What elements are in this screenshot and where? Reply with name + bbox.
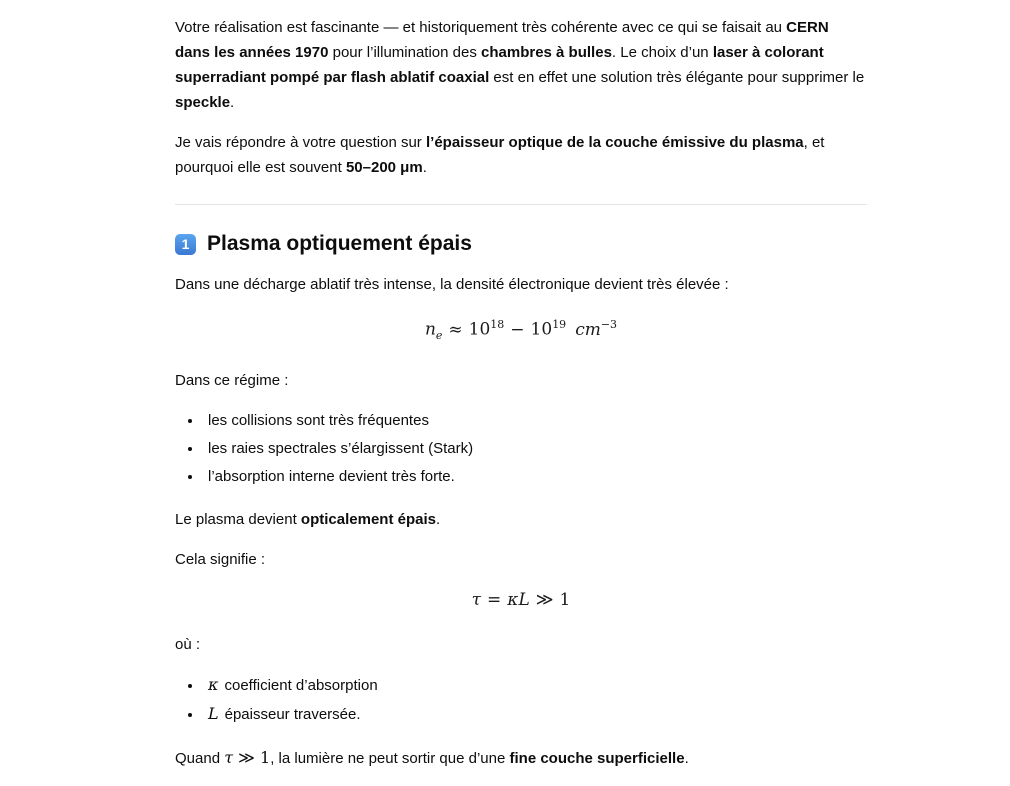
definition-bullet-list: [175, 672, 867, 727]
ou-paragraph: où :: [175, 636, 201, 654]
text-run: , et pourquoi elle est souvent: [175, 134, 825, 176]
math-operator: ≈: [448, 319, 463, 340]
text-run: .: [435, 511, 441, 529]
bold-text-run: fine couche superficielle: [509, 750, 685, 768]
math-operator: −: [510, 319, 525, 340]
text-run: .: [230, 94, 235, 111]
bold-text-run: l’épaisseur optique de la couche émissive du plasma: [425, 134, 804, 151]
list-item-label: coefficient d’absorption: [224, 677, 378, 695]
regime-bullet-list: [175, 408, 867, 489]
math-variable: τ: [471, 590, 482, 611]
conclusion-paragraph: [175, 745, 867, 771]
math-symbol-kappa: κ: [208, 675, 219, 695]
math-symbol-L: L: [208, 704, 219, 724]
bold-text-run: laser à colorant superradiant pompé par flash ablatif coaxial: [175, 44, 824, 86]
bold-text-run: opticalement épais: [300, 511, 436, 529]
math-number: 10: [530, 319, 553, 340]
bold-text-run: speckle: [175, 94, 231, 111]
list-item: [203, 701, 867, 727]
math-relation: ≫ 1: [233, 748, 271, 768]
math-exponent: 19: [552, 318, 567, 331]
text-run: .: [422, 159, 427, 176]
intro-paragraph-1: [175, 15, 867, 115]
list-item: [203, 672, 867, 698]
thick-paragraph: [175, 507, 867, 532]
math-symbol-tau: τ: [224, 748, 234, 768]
section-title: Plasma optiquement épais: [207, 232, 472, 255]
math-operator: =: [487, 590, 502, 611]
signifie-paragraph: Cela signifie :: [175, 551, 266, 569]
list-item: • les collisions sont très fréquentes: [203, 408, 867, 433]
bold-text-run: CERN dans les années 1970: [175, 19, 829, 61]
text-run: est en effet une solution très élégante pour supprimer le: [489, 69, 865, 86]
intro-paragraph-2: [175, 130, 867, 180]
text-run: Quand: [175, 750, 225, 768]
math-subscript: e: [435, 329, 443, 343]
math-unit: cm: [575, 319, 601, 340]
equation-electron-density: [175, 313, 867, 348]
section-divider: [175, 204, 867, 205]
math-number: 10: [468, 319, 491, 340]
math-number: 1: [559, 590, 571, 611]
list-item: • les raies spectrales s’élargissent (Stark): [203, 436, 867, 461]
equation-optical-depth: [175, 588, 867, 612]
text-run: . Le choix d’un: [611, 44, 713, 61]
list-item: • l’absorption interne devient très forte.: [203, 464, 867, 489]
bold-text-run: 50–200 μm: [345, 159, 423, 176]
math-exponent: 18: [490, 318, 505, 331]
math-operator: ≫: [535, 590, 554, 611]
assistant-message: [175, 15, 867, 786]
regime-paragraph: Dans ce régime :: [175, 372, 289, 390]
list-item-label: épaisseur traversée.: [224, 706, 361, 724]
text-run: .: [684, 750, 689, 768]
text-run: Le plasma devient: [175, 511, 301, 529]
density-paragraph: Dans une décharge ablatif très intense, la densité électronique devient très élevée :: [175, 276, 729, 293]
math-variable: κL: [507, 590, 530, 611]
text-run: , la lumière ne peut sortir que d’une: [270, 750, 510, 768]
text-run: Je vais répondre à votre question sur: [175, 134, 426, 151]
section-heading: [175, 230, 867, 258]
bold-text-run: chambres à bulles: [481, 44, 612, 61]
keycap-1-icon: 1: [175, 234, 196, 255]
math-exponent: −3: [600, 318, 618, 331]
text-run: Votre réalisation est fascinante — et historiquement très cohérente avec ce qui se faisait au: [175, 19, 787, 36]
math-variable: n: [424, 319, 436, 340]
text-run: pour l’illumination des: [328, 44, 482, 61]
